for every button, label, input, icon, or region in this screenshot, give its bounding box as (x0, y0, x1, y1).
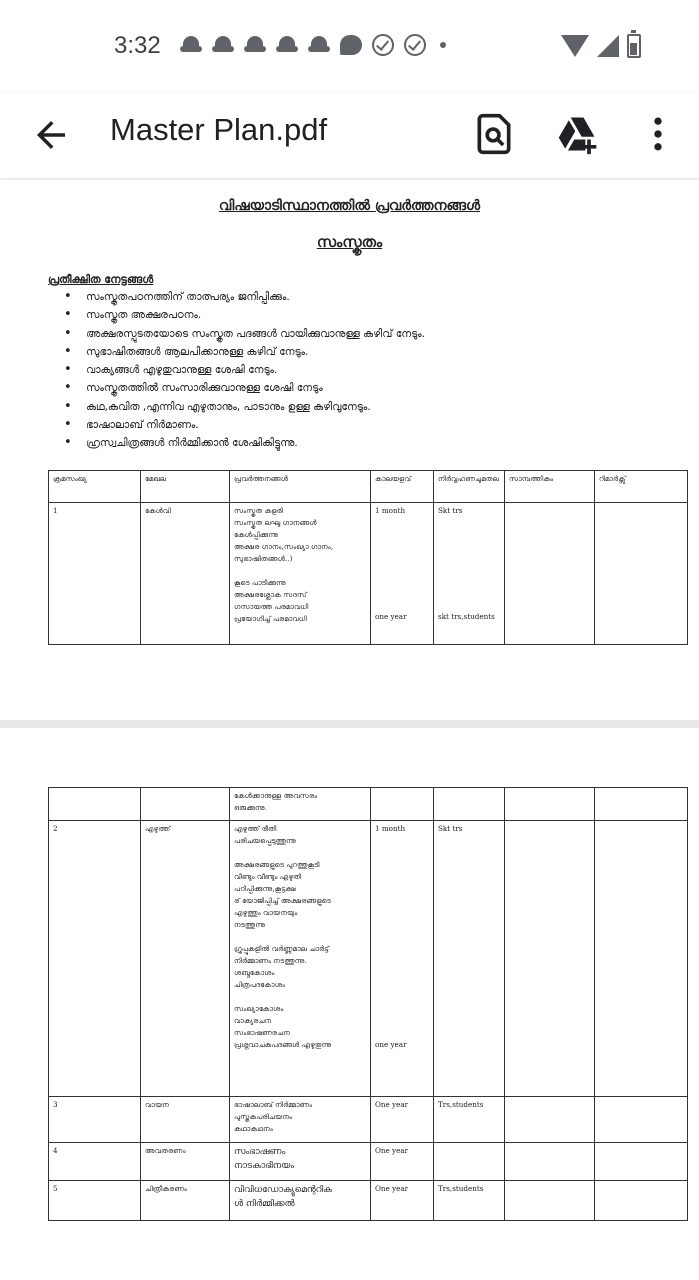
activity-line: അക്ഷര ഗാനം,സംഖ്യാ ഗാനം, (234, 542, 334, 551)
cell-area: എഴുത്ത് (141, 821, 230, 1097)
chat-bubble-icon (340, 35, 362, 55)
goals-heading: പ്രതീക്ഷിത നേട്ടങ്ങൾ (48, 273, 154, 286)
header-area: മേഖല (141, 471, 230, 503)
cell-period (371, 788, 434, 821)
check-circle-icon (372, 34, 394, 56)
pdf-viewer[interactable] (0, 180, 699, 1280)
activity-line: കൂടെ പാടിക്കുന്നു (234, 578, 286, 587)
back-button[interactable] (30, 114, 72, 156)
activity-line: എഴുത്തും വായനയും (234, 908, 298, 917)
subject-title: സംസ്കൃതം (316, 233, 383, 251)
goal-item: • ഹ്രസ്വചിത്രങ്ങൾ നിർമ്മിക്കാൻ ശേഷികിട്ടുന്നു. (64, 434, 684, 452)
cell-finance (505, 788, 595, 821)
activity-line: സംഭാഷണം (234, 1147, 286, 1157)
cell-remarks (595, 821, 688, 1097)
cell-responsibility (434, 1143, 505, 1181)
activity-line: സംഖ്യാകോശം (234, 1004, 284, 1013)
activity-line: അക്ഷരശ്ലോക സദസ് (234, 590, 307, 599)
activity-line: ഗസായത്ത പരമാവധി (234, 602, 309, 611)
goal-item: • സംസ്കൃതപഠനത്തിന് താത്പര്യം ജനിപ്പിക്കും. (64, 288, 684, 306)
cell-area: ചിത്രീകരണം (141, 1181, 230, 1221)
activity-line: നാടകാഭിനയം (234, 1161, 295, 1171)
activity-line: ശബ്ദകോശം (234, 968, 275, 977)
activity-line: അക്ഷരങ്ങളുടെ പുറത്തുകൂടി (234, 860, 320, 869)
activity-line: വിവിധഡോക്യുമെന്ററിക (234, 1185, 332, 1195)
ghost-icon (180, 34, 202, 56)
cell-period (371, 503, 434, 645)
search-in-document-button[interactable] (472, 112, 516, 156)
activity-line: സംഭാഷണരചന (234, 1028, 290, 1037)
more-options-button[interactable] (636, 112, 680, 156)
cell-area: വായന (141, 1097, 230, 1143)
wifi-icon (561, 35, 589, 57)
goals-list (64, 288, 684, 453)
cell-finance (505, 1097, 595, 1143)
activity-line: നിർമ്മാണം നടത്തുന്നു. (234, 956, 307, 965)
header-period: കാലയളവ് (371, 471, 434, 503)
cell-serial: 2 (49, 821, 141, 1097)
goal-item: • കഥ,കവിത ,എന്നിവ എഴുതാനും, പാടാനും ഉള്ള കഴിവുനേടും. (64, 398, 684, 416)
ghost-icon (244, 34, 266, 56)
responsibility-value: skt trs,students (438, 612, 495, 621)
add-to-drive-icon (556, 112, 600, 156)
cell-responsibility: Trs,students (434, 1097, 505, 1143)
dot-icon (440, 42, 446, 48)
cell-activities (230, 1143, 371, 1181)
activity-line: ര് യോജിപ്പിച്ച് അക്ഷരങ്ങളുടെ (234, 896, 331, 905)
activity-line: സംസ്കൃത ലഘു ഗാനങ്ങൾ (234, 518, 317, 527)
cell-activities (230, 1097, 371, 1143)
activity-line: പ്രശ്നവാചകപദങ്ങൾ എഴുതുന്നു (234, 1040, 332, 1049)
cell-remarks (595, 1143, 688, 1181)
cell-serial: 1 (49, 503, 141, 645)
period-value: one year (375, 612, 407, 621)
cell-serial: 4 (49, 1143, 141, 1181)
cell-responsibility (434, 503, 505, 645)
ghost-icon (308, 34, 330, 56)
cell-area: അവതരണം (141, 1143, 230, 1181)
cell-finance (505, 821, 595, 1097)
pdf-page-1 (0, 180, 699, 720)
table-row (49, 1143, 688, 1181)
cell-period: One year (371, 1181, 434, 1221)
cell-responsibility: Trs,students (434, 1181, 505, 1221)
activity-line: ഭാഷാലാബ് നിർമ്മാണം (234, 1100, 313, 1109)
arrow-back-icon (30, 114, 72, 156)
cell-serial: 3 (49, 1097, 141, 1143)
activity-line: പഠിപ്പിക്കുന്നു,കൂട്ടക്ഷ (234, 884, 296, 893)
activity-line: കഥാകഥനം (234, 1124, 273, 1133)
cell-responsibility (434, 788, 505, 821)
file-title: Master Plan.pdf (110, 112, 328, 147)
goal-item: • ഭാഷാലാബ് നിർമാണം. (64, 416, 684, 434)
activity-line: ഗ്രൂപ്പുകളിൽ വർണ്ണമാല ചാർട്ട് (234, 944, 329, 953)
activity-line: സംസ്കൃത കളരി (234, 506, 283, 515)
activity-line: കേൾക്കാനുള്ള അവസരം (234, 791, 318, 800)
cell-serial: 5 (49, 1181, 141, 1221)
signal-icon (597, 35, 619, 57)
cell-finance (505, 1181, 595, 1221)
system-icons (561, 34, 641, 58)
cell-period: One year (371, 1097, 434, 1143)
app-bar (0, 92, 699, 178)
notification-icons (180, 34, 446, 56)
activity-line: കേൾപ്പിക്കുന്നു (234, 530, 279, 539)
status-bar (0, 0, 699, 92)
activity-line: ഒരുക്കുന്നു. (234, 803, 268, 812)
cell-period: One year (371, 1143, 434, 1181)
table-header-row (49, 471, 688, 503)
pdf-page-2 (0, 728, 699, 1280)
period-value: one year (375, 1040, 407, 1049)
period-value: 1 month (375, 824, 406, 833)
activity-line: എഴുത്ത് രീതി (234, 824, 277, 833)
goal-item: • വാക്യങ്ങൾ എഴുതുവാനുള്ള ശേഷി നേടും. (64, 361, 684, 379)
activity-line: വീണ്ടും വീണ്ടും എഴുതി (234, 872, 302, 881)
activity-line: നടത്തുന്നു (234, 920, 266, 929)
table-row (49, 1181, 688, 1221)
battery-icon (627, 34, 641, 58)
cell-activities (230, 503, 371, 645)
header-activities: പ്രവർത്തനങ്ങൾ (230, 471, 371, 503)
plan-table-page1 (48, 470, 688, 645)
cell-finance (505, 503, 595, 645)
ghost-icon (212, 34, 234, 56)
cell-area (141, 788, 230, 821)
cell-period (371, 821, 434, 1097)
cell-activities (230, 821, 371, 1097)
goal-item: • സുഭാഷിതങ്ങൾ ആലപിക്കാനുള്ള കഴിവ് നേടും. (64, 343, 684, 361)
activity-line: സുഭാഷിതങ്ങൾ..) (234, 554, 293, 563)
add-to-drive-button[interactable] (556, 112, 600, 156)
activity-line: വാക്യരചന (234, 1016, 272, 1025)
goal-item: • അക്ഷരസ്പുടതയോടെ സംസ്കൃത പദങ്ങൾ വായിക്കുവാനുള്ള കഴിവ് നേടും. (64, 325, 684, 343)
table-row (49, 1097, 688, 1143)
cell-area: കേൾവി (141, 503, 230, 645)
cell-remarks (595, 503, 688, 645)
cell-remarks (595, 1097, 688, 1143)
table-row (49, 821, 688, 1097)
cell-remarks (595, 1181, 688, 1221)
cell-activities (230, 1181, 371, 1221)
cell-remarks (595, 788, 688, 821)
more-vert-icon (636, 112, 680, 156)
check-circle-icon (404, 34, 426, 56)
activity-line: പ്രയോഗിച്ച് പരമാവധി (234, 614, 307, 623)
cell-activities (230, 788, 371, 821)
responsibility-value: Skt trs (438, 506, 463, 515)
cell-responsibility: Skt trs (434, 821, 505, 1097)
period-value: 1 month (375, 506, 406, 515)
cell-serial (49, 788, 141, 821)
header-finance: സാമ്പത്തികം (505, 471, 595, 503)
activity-line: പരിചയപ്പെടുത്തുന്നു (234, 836, 296, 845)
activity-line: പുസ്തകപരിചയനം (234, 1112, 293, 1121)
status-time: 3:32 (114, 32, 161, 59)
cell-finance (505, 1143, 595, 1181)
document-title: വിഷയാടിസ്ഥാനത്തിൽ പ്രവർത്തനങ്ങൾ (218, 198, 481, 214)
goal-item: • സംസ്കൃതത്തിൽ സംസാരിക്കുവാനുള്ള ശേഷി നേടും (64, 379, 684, 397)
header-remarks: റിമാർക്സ് (595, 471, 688, 503)
ghost-icon (276, 34, 298, 56)
search-document-icon (472, 112, 516, 156)
plan-table-page2 (48, 787, 688, 1221)
activity-line: ചിത്രപദകോശം (234, 980, 285, 989)
goal-item: • സംസ്കൃത അക്ഷരപഠനം. (64, 306, 684, 324)
table-row (49, 788, 688, 821)
activity-line: ൾ നിർമ്മിക്കൽ (234, 1199, 295, 1209)
header-serial: ക്രമസംഖ്യ (49, 471, 141, 503)
header-responsibility: നിർവ്വഹണചുമതല (434, 471, 505, 503)
table-row (49, 503, 688, 645)
